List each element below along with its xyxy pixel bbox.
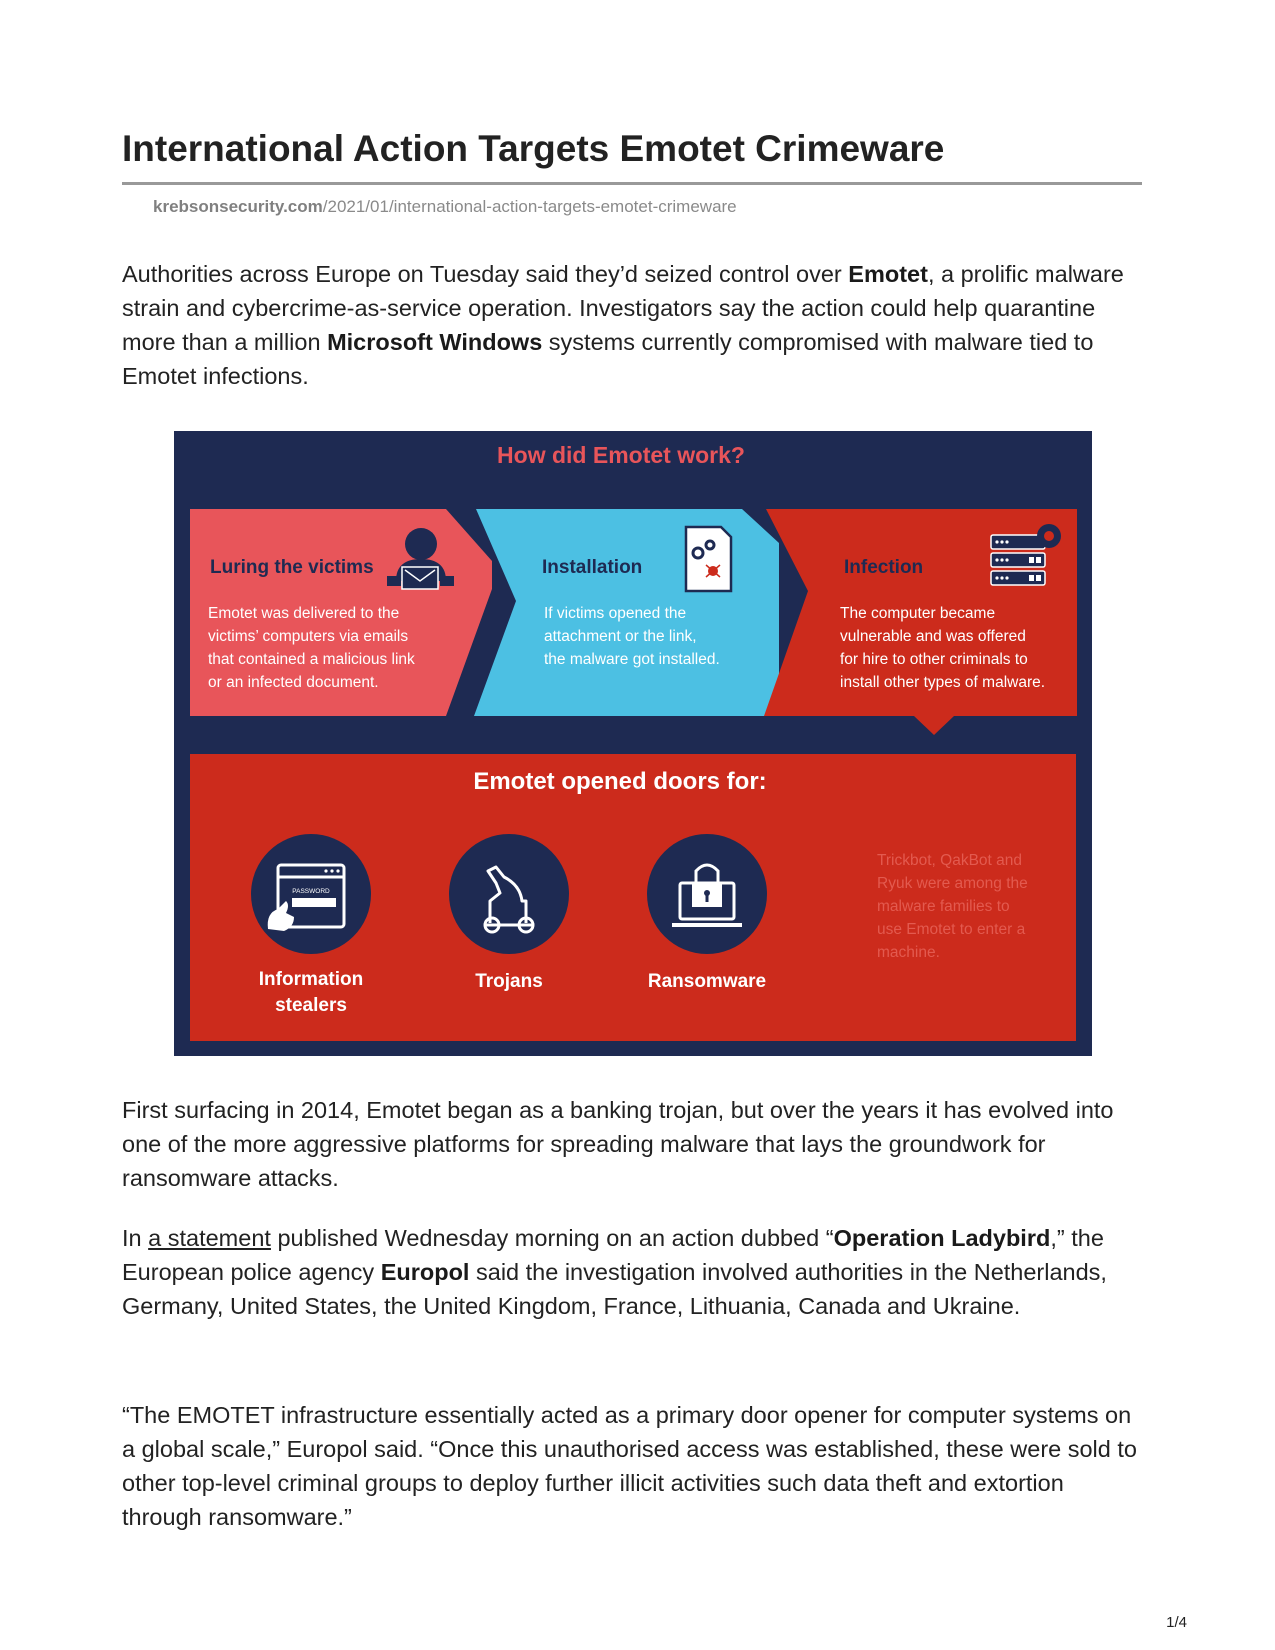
- emotet-infographic: [174, 431, 1092, 1056]
- article-title: International Action Targets Emotet Crimeware: [122, 128, 945, 169]
- text-run: ,” the European police agency: [122, 1225, 1104, 1285]
- door-label-trojans: Trojans: [475, 971, 543, 992]
- door-label-info-stealers-2: stealers: [275, 995, 347, 1016]
- bold-europol: Europol: [380, 1259, 470, 1285]
- body-line: victims’ computers via emails: [208, 628, 409, 645]
- text-run: , a prolific malware strain and cybercrime-as-service operation. Investigators say the action could help quarantine more than a million: [122, 261, 1124, 355]
- trojans-circle: [449, 834, 569, 954]
- door-label-info-stealers-1: Information: [258, 969, 364, 990]
- body-line: for hire to other criminals to: [840, 651, 1028, 668]
- body-line: attachment or the link,: [544, 628, 697, 645]
- body-line: Emotet was delivered to the: [208, 605, 400, 622]
- page-number: 1/4: [1166, 1614, 1187, 1631]
- password-label: PASSWORD: [292, 888, 330, 895]
- paragraph-quote: “The EMOTET infrastructure essentially acted as a primary door opener for computer systems on a global scale,” Europol said. “Once this unauthorised access was established, these were sold to other top-level criminal groups to deploy further illicit activities such data theft and extortion through ransomware.”: [122, 1402, 1137, 1530]
- step-luring-title: Luring the victims: [210, 557, 374, 578]
- step-installation-title: Installation: [542, 557, 643, 578]
- body-line: If victims opened the: [544, 605, 687, 622]
- statement-link[interactable]: a statement: [148, 1225, 271, 1251]
- body-line: vulnerable and was offered: [840, 628, 1026, 645]
- step-infection-title: Infection: [844, 557, 924, 578]
- bold-operation-ladybird: Operation Ladybird: [833, 1225, 1051, 1251]
- body-line: or an infected document.: [208, 674, 379, 691]
- note-line: use Emotet to enter a: [877, 921, 1026, 938]
- bold-emotet: Emotet: [848, 261, 928, 287]
- doors-title: Emotet opened doors for:: [473, 768, 767, 795]
- note-line: malware families to: [877, 898, 1010, 915]
- body-line: that contained a malicious link: [208, 651, 415, 668]
- note-line: machine.: [877, 944, 940, 961]
- url-path: /2021/01/international-action-targets-emotet-crimeware: [322, 197, 737, 216]
- bold-microsoft-windows: Microsoft Windows: [327, 329, 543, 355]
- paragraph-history: First surfacing in 2014, Emotet began as a banking trojan, but over the years it has evolved into one of the more aggressive platforms for spreading malware that lays the groundwork for ransomware attacks.: [122, 1097, 1114, 1191]
- url-domain: krebsonsecurity.com: [153, 197, 323, 216]
- text-run: said the investigation involved authorities in the Netherlands, Germany, United States, the United Kingdom, France, Lithuania, Canada and Ukraine.: [122, 1259, 1107, 1319]
- text-run: systems currently compromised with malware tied to Emotet infections.: [122, 329, 1094, 389]
- paragraph-operation: [122, 1221, 1142, 1323]
- body-line: install other types of malware.: [840, 674, 1046, 691]
- text-run: In: [122, 1225, 149, 1251]
- body-line: the malware got installed.: [544, 651, 720, 668]
- source-url[interactable]: [153, 197, 737, 217]
- note-line: Ryuk were among the: [877, 875, 1028, 892]
- text-run: published Wednesday morning on an action dubbed “: [270, 1225, 834, 1251]
- text-run: Authorities across Europe on Tuesday said they’d seized control over: [122, 261, 849, 287]
- infographic-title: How did Emotet work?: [497, 442, 745, 468]
- paragraph-intro: [122, 257, 1142, 393]
- note-line: Trickbot, QakBot and: [877, 852, 1023, 869]
- body-line: The computer became: [840, 605, 996, 622]
- door-label-ransomware: Ransomware: [647, 971, 767, 992]
- title-divider: [122, 182, 1142, 185]
- infected-document-icon: [686, 527, 731, 591]
